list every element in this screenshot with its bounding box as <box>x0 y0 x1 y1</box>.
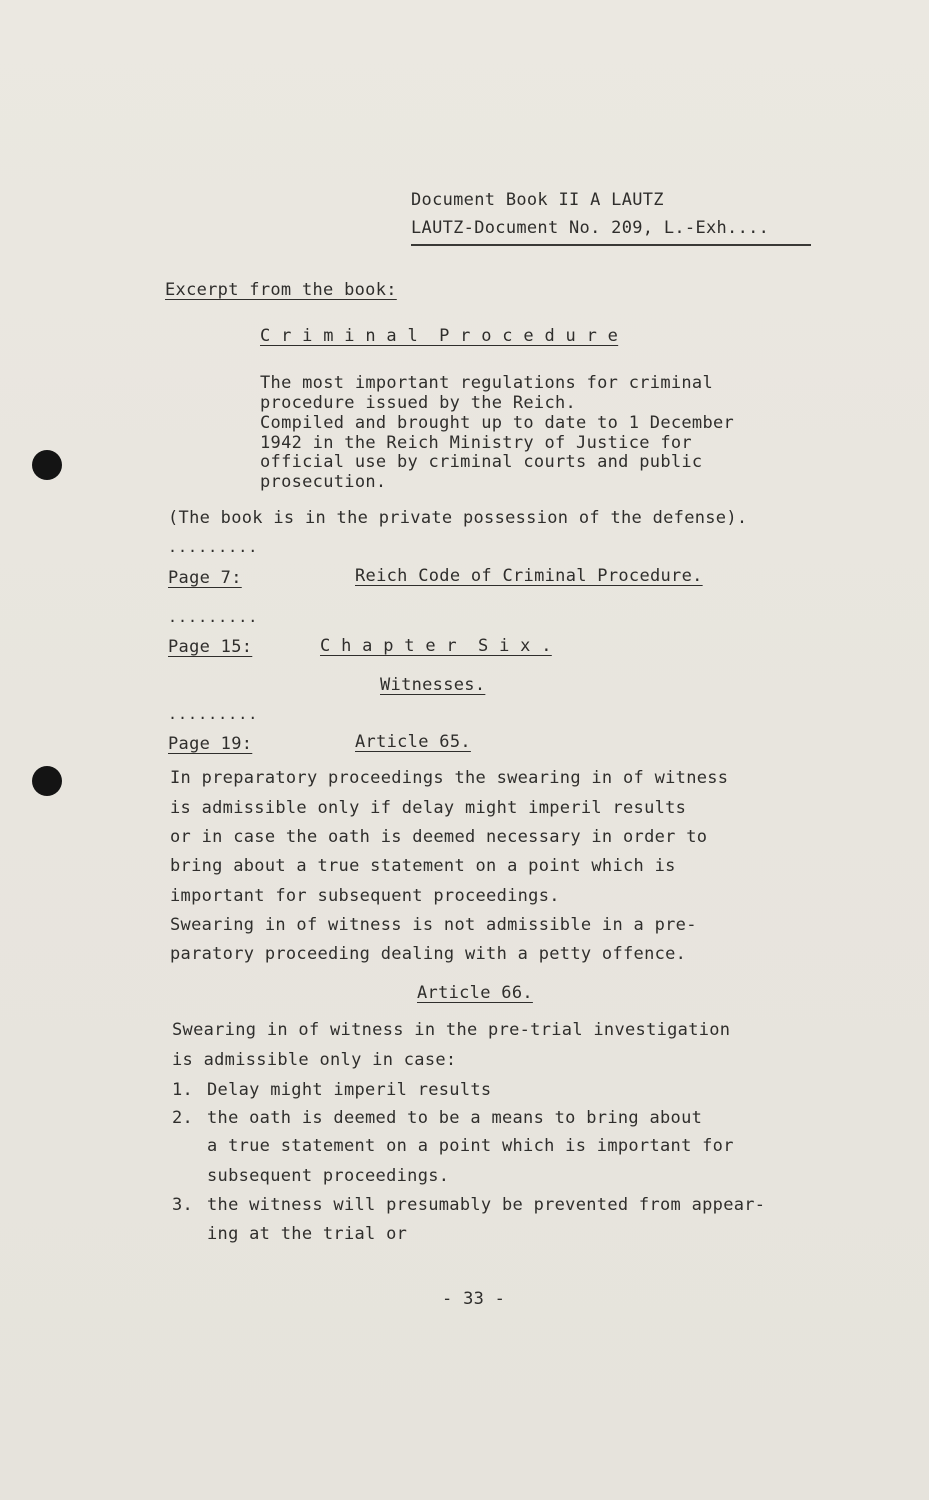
article-65-line: Swearing in of witness is not admissible in a pre- <box>170 915 697 935</box>
page-19-label: Page 19: <box>168 734 253 754</box>
header-line-2: LAUTZ-Document No. 209, L.-Exh.... <box>411 218 770 238</box>
list-item-number: 3. <box>172 1195 194 1215</box>
article-66-intro-line: is admissible only in case: <box>172 1050 457 1070</box>
book-description-line: Compiled and brought up to date to 1 December <box>260 413 735 433</box>
excerpt-label: Excerpt from the book: <box>165 280 397 300</box>
header-line-1: Document Book II A LAUTZ <box>411 190 664 210</box>
article-66-title: Article 66. <box>417 983 533 1003</box>
ellipsis-3: ......... <box>168 705 259 723</box>
article-65-line: bring about a true statement on a point which is <box>170 856 676 876</box>
list-item-line: ing at the trial or <box>207 1224 408 1244</box>
article-66-intro-line: Swearing in of witness in the pre-trial investigation <box>172 1020 731 1040</box>
article-65-line: paratory proceeding dealing with a petty offence. <box>170 944 687 964</box>
punch-hole-bottom <box>32 766 62 796</box>
book-description-line: 1942 in the Reich Ministry of Justice for <box>260 433 692 453</box>
book-title: C r i m i n a l P r o c e d u r e <box>260 326 619 346</box>
list-item-line: a true statement on a point which is important for <box>207 1136 734 1156</box>
article-65-line: or in case the oath is deemed necessary in order to <box>170 827 708 847</box>
list-item-line: subsequent proceedings. <box>207 1166 450 1186</box>
book-description-line: procedure issued by the Reich. <box>260 393 577 413</box>
page-7-title: Reich Code of Criminal Procedure. <box>355 566 703 586</box>
list-item-line: the oath is deemed to be a means to bring about <box>207 1108 703 1128</box>
page-number: - 33 - <box>442 1289 506 1309</box>
chapter-heading: C h a p t e r S i x . <box>320 636 552 656</box>
page-15-label: Page 15: <box>168 637 253 657</box>
list-item-number: 1. <box>172 1080 194 1100</box>
possession-note: (The book is in the private possession of the defense). <box>168 508 748 528</box>
header-rule <box>411 244 811 246</box>
book-description-line: The most important regulations for criminal <box>260 373 713 393</box>
ellipsis-2: ......... <box>168 608 259 626</box>
article-65-line: important for subsequent proceedings. <box>170 886 560 906</box>
list-item-number: 2. <box>172 1108 194 1128</box>
page-7-label: Page 7: <box>168 568 242 588</box>
witnesses-subtitle: Witnesses. <box>380 675 486 695</box>
ellipsis-1: ......... <box>168 538 259 556</box>
book-description-line: prosecution. <box>260 472 387 492</box>
article-65-line: is admissible only if delay might imperil results <box>170 798 687 818</box>
punch-hole-top <box>32 450 62 480</box>
list-item-line: the witness will presumably be prevented from appear- <box>207 1195 766 1215</box>
book-description-line: official use by criminal courts and public <box>260 452 703 472</box>
article-65-title: Article 65. <box>355 732 471 752</box>
article-65-line: In preparatory proceedings the swearing in of witness <box>170 768 729 788</box>
list-item-line: Delay might imperil results <box>207 1080 492 1100</box>
